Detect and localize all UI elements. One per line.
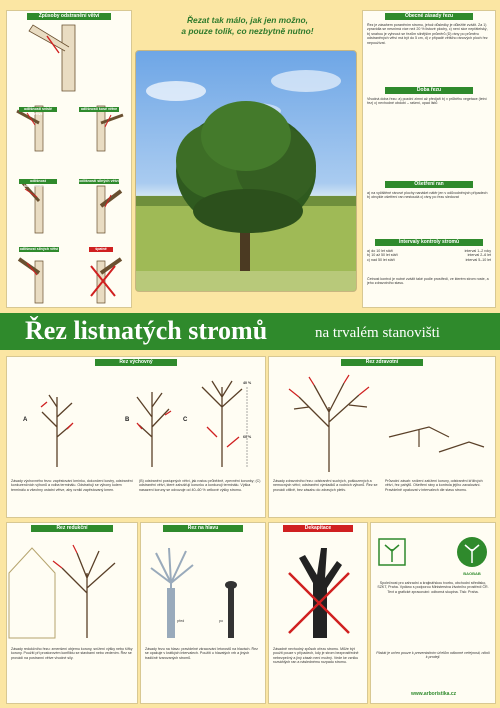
label-codominant: odlišnost kodominantních bbox=[19, 179, 57, 184]
left-cuts-title: Způsoby odstranění větví bbox=[27, 13, 111, 20]
main-title: Řez listnatých stromů bbox=[25, 316, 268, 345]
pollard-text: Zásady řezu na hlavu: pravidelné zkracování letorostů na hlavách. Řez se opakuje v krátkých intervalech. Použití u hlavatých vrb a jiných tradičně tvarovaných stromů. bbox=[145, 647, 258, 660]
website-link[interactable]: www.arboristika.cz bbox=[411, 691, 457, 697]
intervals-footer: Četnost kontrol je nutné zvážit také podle prostředí, ve kterém strom roste, a jeho zdravotního stavu. bbox=[367, 277, 489, 286]
formative-diagram bbox=[7, 367, 265, 477]
topping-diagram bbox=[269, 533, 367, 643]
motto-line-2: a pouze tolik, co nezbytně nutno! bbox=[181, 26, 314, 36]
branch-cut-diagrams bbox=[7, 11, 131, 307]
health-text-left: Zásady zdravotního řezu: odstranění suchých, poškozených a nemocných větví; odstranění výmladků a vodních výhonů. Řez se provádí citlivě, bez zásahu do zdravých pletiv. bbox=[273, 479, 378, 492]
wound-care-text: a) na vyčištěné ránové plochy nanášet nátěr jen v odůvodněných případech b) obvykle ošetření ran nestoudá c) rány po řezu sledovat bbox=[367, 191, 488, 200]
oak-photo bbox=[135, 50, 357, 292]
label-before: před bbox=[177, 619, 185, 623]
reduction-diagram bbox=[7, 533, 137, 643]
general-rules-text: Řez je zásahem poraněním stromu, jehož důsledky je důležité zvážit. Za 1) zpravidla se nesnímá více než 20 % listové plochy, c) není sice nepřátelský, b) snahou je vyhnout se řezům silnějším průměrů (D) rány po průměru odstraněných větví má být do 5 cm, d) v případě většího ránových ploch řez nepoužívat. bbox=[367, 23, 488, 45]
logo-icon bbox=[377, 537, 407, 567]
wound-care-title: Ošetření ran bbox=[385, 181, 473, 188]
panel-health bbox=[268, 356, 496, 518]
reduction-text: Zásady redukčního řezu: zmenšení objemu koruny, snížení výšky nebo šířky koruny. Použití při prostorovém konfliktu se stavbami nebo vedením. Řez se provádí na postranní větve vhodné síly. bbox=[11, 647, 133, 660]
right-info-panel bbox=[362, 10, 496, 308]
motto bbox=[140, 15, 355, 37]
topping-text: Zásadně nevhodný způsob ořezu stromu. Může být použit pouze v případech, kdy je strom bezprostředně nebezpečný a jiný zásah není možný. Vede ke vzniku rozsáhlých ran a následnému rozpadu stromu. bbox=[273, 647, 359, 665]
general-rules-title: Obecné zásady řezu bbox=[385, 13, 473, 20]
topping-title: Dekapitace bbox=[283, 525, 353, 532]
height-40: 40 % bbox=[243, 381, 252, 385]
health-title: Řez zdravotní bbox=[341, 359, 423, 366]
formative-text-right: (B) odstranění postupných větví, jak rostou průběžně, zpevnění korunky; (C) odstranění větví, které zahušťují korunku a konkurují terminálu. Výška nasazení koruny se odvozuje od 40–60 % celkové výšky stromu. bbox=[139, 479, 261, 492]
height-60: 60 % bbox=[243, 435, 252, 439]
panel-pollard bbox=[140, 522, 266, 704]
formative-title: Řez výchovný bbox=[95, 359, 177, 366]
letter-b: B bbox=[125, 417, 130, 423]
reduction-title: Řez redukční bbox=[31, 525, 113, 532]
label-oblique-branch: odlišnosti kosé větve bbox=[80, 107, 118, 111]
publisher-panel bbox=[370, 522, 496, 704]
health-text-right: Průvodní zásah: snížení zatížení koruny, odstranění kříživých větví, řez pahýlů. Ošetření rány a kontrola jejího zavalování. Pravidelně opakovat v intervalech dle stavu stromu. bbox=[385, 479, 483, 492]
baobab-logo-icon bbox=[455, 535, 489, 569]
pollard-diagram bbox=[141, 533, 265, 643]
interval-value: interval 2–6 let bbox=[467, 253, 491, 258]
publisher-text: Společnost pro zahradní a krajinářskou tvorbu, obchodní středisko, SZKT, Praha. Vydáno s podporou Ministerstva životního prostředí ČR. Text a grafické zpracování: odborná skupina. Tisk: Praha. bbox=[377, 581, 489, 594]
panel-formative bbox=[6, 356, 266, 518]
title-banner bbox=[0, 313, 500, 350]
panel-topping bbox=[268, 522, 368, 704]
timing-text: Vhodná doba řezu: a) pozdní zimní až předjaří b) v průběhu vegetace (letní řez) c) nevhodné období – rašení, opad listů bbox=[367, 97, 487, 106]
motto-line-1: Řezat tak málo, jak jen možno, bbox=[186, 15, 308, 25]
label-strong-branch: odlišnosti silných větví bbox=[79, 179, 119, 183]
intervals-title: Intervaly kontroly stromů bbox=[375, 239, 483, 246]
usage-note: Plakát je určen pouze k prezentačním účelům odborné veřejnosti, nikoli k prodeji. bbox=[376, 651, 490, 660]
interval-value: interval 1–2 roky bbox=[464, 249, 491, 253]
intervals-table bbox=[367, 249, 491, 262]
pollard-title: Řez na hlavu bbox=[163, 525, 243, 532]
label-wrong: špatně bbox=[89, 247, 113, 252]
letter-c: C bbox=[183, 417, 188, 423]
label-vertical-branch: odlišnosti svislé větve bbox=[19, 107, 57, 112]
health-diagram bbox=[269, 367, 495, 477]
label-after: po bbox=[219, 619, 223, 623]
letter-a: A bbox=[23, 417, 28, 423]
timing-title: Doba řezu bbox=[385, 87, 473, 94]
formative-text-left: Zásady výchovného řezu: zapěstování kmínku, dokončení kostry, odstranění konkurenčních výhonů a volba terminálu. Odstraňují se výhony kolem terminálu a všechny ostatní větve, aby vznikl zapěstovaný kmen. bbox=[11, 479, 133, 492]
panel-reduction bbox=[6, 522, 138, 704]
baobab-badge: BAOBAB bbox=[463, 571, 481, 576]
subtitle: na trvalém stanovišti bbox=[315, 325, 440, 341]
left-cuts-panel bbox=[6, 10, 132, 308]
interval-age: b) 10 až 50 let stáří bbox=[367, 253, 398, 258]
interval-age: c) nad 50 let stáří bbox=[367, 257, 395, 262]
interval-age: a) do 10 let stáří bbox=[367, 249, 393, 253]
label-collar-branch: odlišnost silných větví se límečkem bbox=[19, 247, 59, 256]
interval-value: interval 5–10 let bbox=[465, 257, 491, 262]
interval-row bbox=[367, 258, 491, 262]
